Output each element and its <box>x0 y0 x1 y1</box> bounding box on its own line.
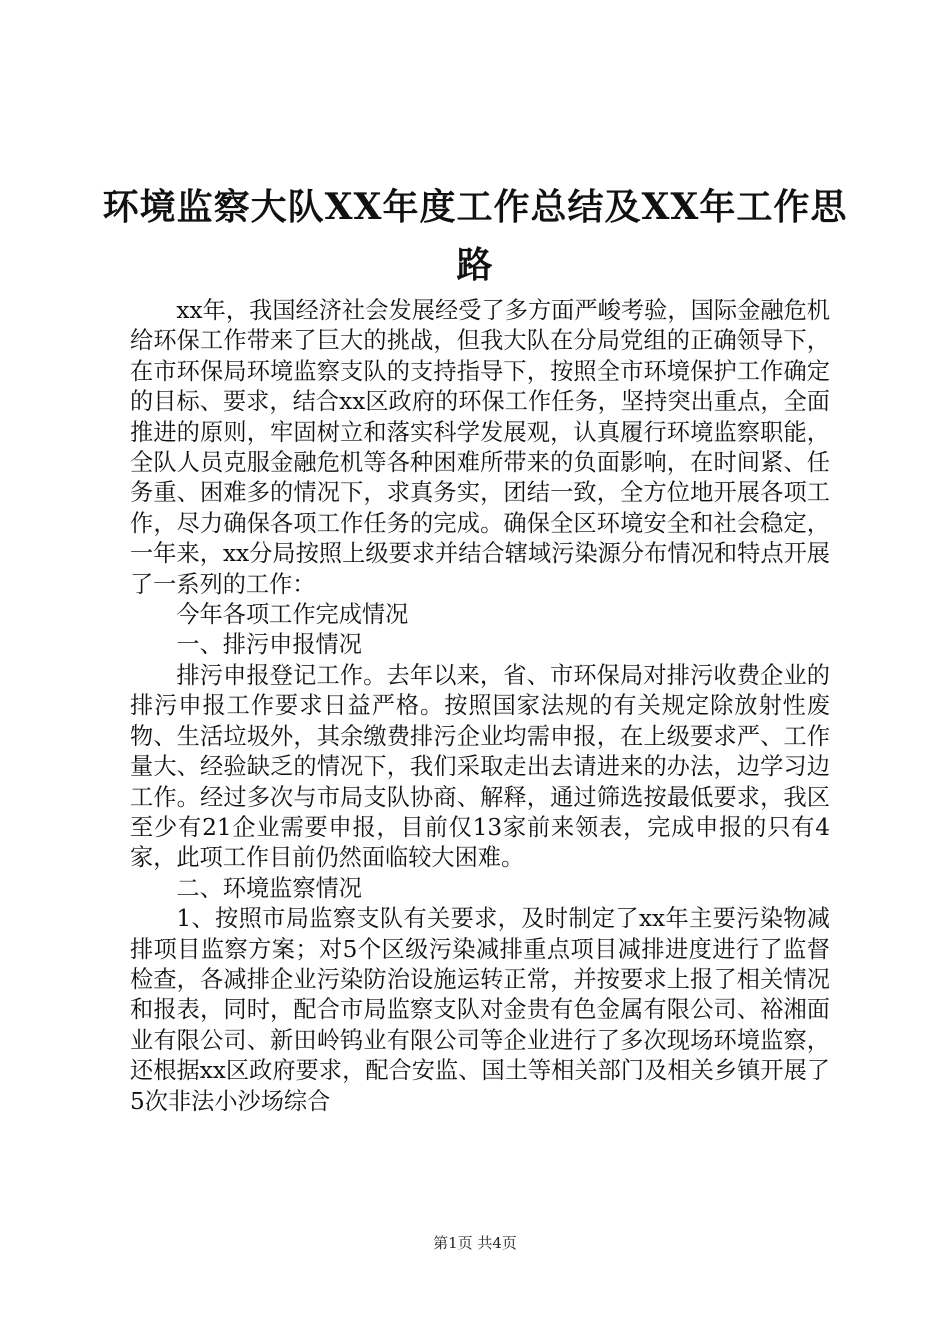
section-heading-1: 一、排污申报情况 <box>176 631 362 659</box>
section-heading-summary: 今年各项工作完成情况 <box>176 601 409 629</box>
paragraph-intro: xx年，我国经济社会发展经受了多方面严峻考验，国际金融危机给环保工作带来了巨大的挑战，但我大队在分局党组的正确领导下，在市环保局环境监察支队的支持指导下，按照全市环境保护工作确定的目标、要求，结合xx区政府的环保工作任务，坚持突出重点，全面推进的原则，牢固树立和落实科学发展观，认真履行环境监察职能，全队人员克服金融危机等各种困难所带来的负面影响，在时间紧、任务重、困难多的情况下，求真务实，团结一致，全方位地开展各项工作，尽力确保各项工作任务的完成。确保全区环境安全和社会稳定，一年来，xx分局按照上级要求并结合辖域污染源分布情况和特点开展了一系列的工作： <box>130 297 830 598</box>
document-title <box>100 178 850 294</box>
paragraph-declaration: 排污申报登记工作。去年以来，省、市环保局对排污收费企业的排污申报工作要求日益严格。按照国家法规的有关规定除放射性废物、生活垃圾外，其余缴费排污企业均需申报，在上级要求严、工作量大、经验缺乏的情况下，我们采取走出去请进来的办法，边学习边工作。经过多次与市局支队协商、解释，通过筛选按最低要求，我区至少有21企业需要申报，目前仅13家前来领表，完成申报的只有4家，此项工作目前仍然面临较大困难。 <box>130 661 830 872</box>
title-line-1: 环境监察大队XX年度工作总结及XX年工作思 <box>102 186 848 228</box>
page-footer: 第1页 共4页 <box>433 1234 517 1252</box>
title-line-2: 路 <box>456 244 494 286</box>
paragraph-supervision: 1、按照市局监察支队有关要求，及时制定了xx年主要污染物减排项目监察方案；对5个区级污染减排重点项目减排进度进行了监督检查，各减排企业污染防治设施运转正常，并按要求上报了相关情况和报表，同时，配合市局监察支队对金贵有色金属有限公司、裕湘面业有限公司、新田岭钨业有限公司等企业进行了多次现场环境监察，还根据xx区政府要求，配合安监、国土等相关部门及相关乡镇开展了5次非法小沙场综合 <box>130 905 830 1115</box>
document-body <box>130 296 830 1117</box>
section-heading-2: 二、环境监察情况 <box>176 874 362 902</box>
